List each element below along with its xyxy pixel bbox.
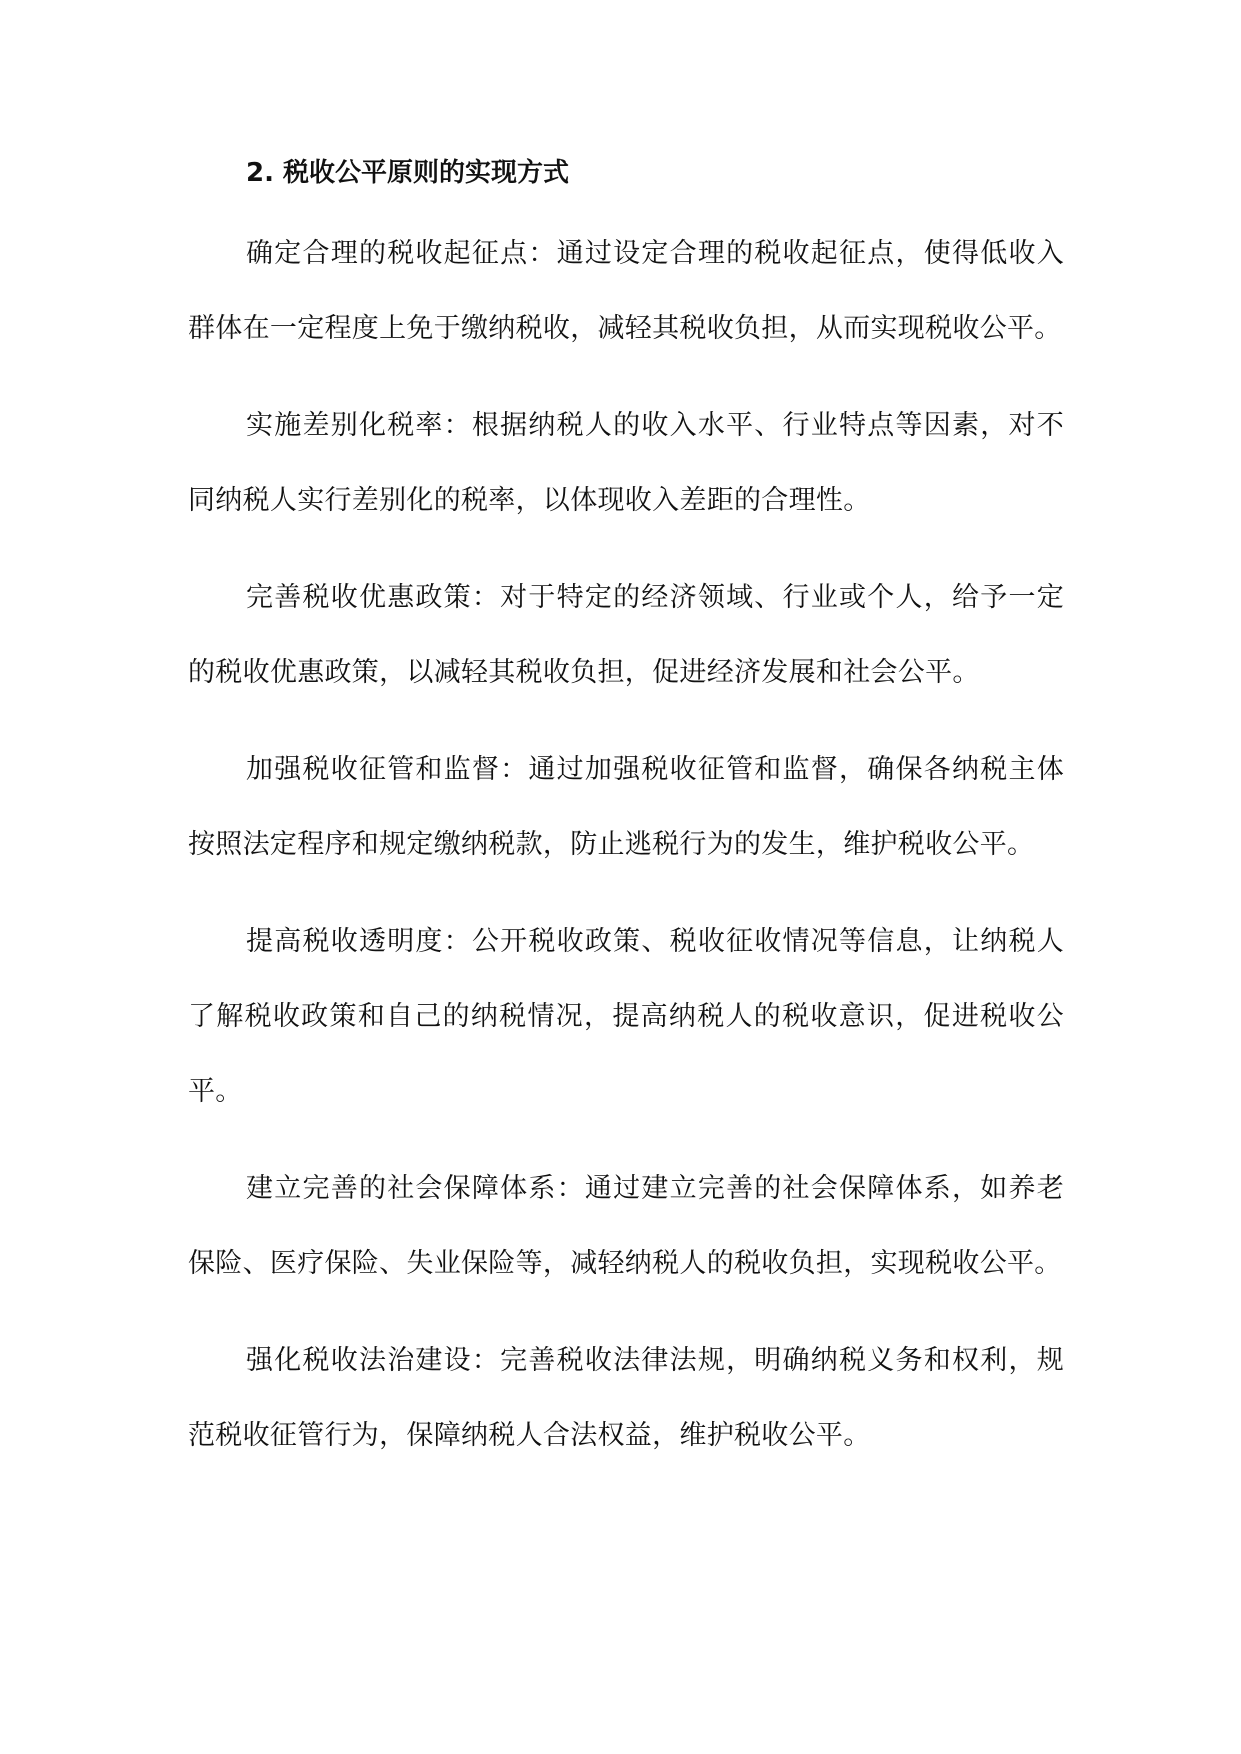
paragraph-rule-of-law: 强化税收法治建设：完善税收法律法规，明确纳税义务和权利，规范税收征管行为，保障纳税人合法权益，维护税收公平。 (188, 1345, 1064, 1451)
section-heading: 2. 税收公平原则的实现方式 (246, 158, 570, 188)
paragraph-transparency: 提高税收透明度：公开税收政策、税收征收情况等信息，让纳税人了解税收政策和自己的纳税情况，提高纳税人的税收意识，促进税收公平。 (188, 926, 1064, 1107)
paragraph-tax-threshold: 确定合理的税收起征点：通过设定合理的税收起征点，使得低收入群体在一定程度上免于缴纳税收，减轻其税收负担，从而实现税收公平。 (188, 238, 1064, 344)
paragraph-social-security: 建立完善的社会保障体系：通过建立完善的社会保障体系，如养老保险、医疗保险、失业保险等，减轻纳税人的税收负担，实现税收公平。 (188, 1173, 1064, 1279)
paragraph-differentiated-rates: 实施差别化税率：根据纳税人的收入水平、行业特点等因素，对不同纳税人实行差别化的税率，以体现收入差距的合理性。 (188, 410, 1064, 516)
paragraph-tax-incentives: 完善税收优惠政策：对于特定的经济领域、行业或个人，给予一定的税收优惠政策，以减轻其税收负担，促进经济发展和社会公平。 (188, 582, 1064, 688)
paragraph-collection-supervision: 加强税收征管和监督：通过加强税收征管和监督，确保各纳税主体按照法定程序和规定缴纳税款，防止逃税行为的发生，维护税收公平。 (188, 754, 1064, 860)
document-body (188, 148, 1064, 1473)
